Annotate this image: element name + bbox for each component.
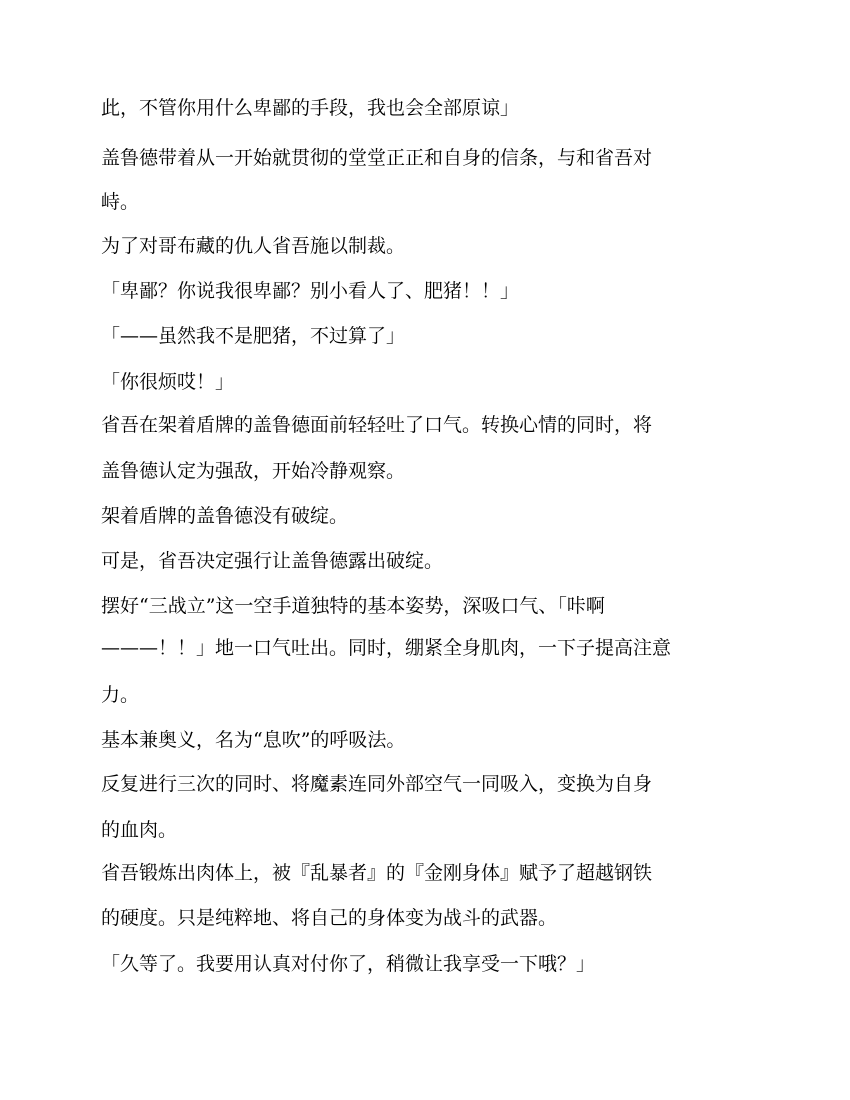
text-line-13: ———！！」地一口气吐出。同时，绷紧全身肌肉，一下子提高注意 bbox=[101, 637, 672, 659]
text-line-18: 省吾锻炼出肉体上，被『乱暴者』的『金刚身体』赋予了超越钢铁 bbox=[101, 862, 653, 884]
text-line-9: 盖鲁德认定为强敌，开始冷静观察。 bbox=[101, 460, 406, 482]
text-line-19: 的硬度。只是纯粹地、将自己的身体变为战斗的武器。 bbox=[101, 907, 558, 929]
text-line-17: 的血肉。 bbox=[101, 819, 178, 841]
text-line-16: 反复进行三次的同时、将魔素连同外部空气一同吸入，变换为自身 bbox=[101, 773, 653, 795]
text-line-10: 架着盾牌的盖鲁德没有破绽。 bbox=[101, 505, 349, 527]
text-line-1: 此，不管你用什么卑鄙的手段，我也会全部原谅」 bbox=[101, 97, 520, 119]
text-line-3: 峙。 bbox=[101, 191, 140, 213]
text-line-6: 「——虽然我不是肥猪，不过算了」 bbox=[101, 325, 406, 347]
text-line-20: 「久等了。我要用认真对付你了，稍微让我享受一下哦？」 bbox=[101, 953, 596, 975]
text-line-4: 为了对哥布藏的仇人省吾施以制裁。 bbox=[101, 235, 406, 257]
text-line-15: 基本兼奥义，名为“息吹”的呼吸法。 bbox=[101, 729, 406, 751]
text-line-8: 省吾在架着盾牌的盖鲁德面前轻轻吐了口气。转换心情的同时，将 bbox=[101, 414, 653, 436]
text-line-11: 可是，省吾决定强行让盖鲁德露出破绽。 bbox=[101, 550, 444, 572]
text-line-12: 摆好“三战立”这一空手道独特的基本姿势，深吸口气、「咔啊 bbox=[101, 595, 605, 617]
text-line-2: 盖鲁德带着从一开始就贯彻的堂堂正正和自身的信条，与和省吾对 bbox=[101, 147, 653, 169]
text-line-5: 「卑鄙？你说我很卑鄙？别小看人了、肥猪！！」 bbox=[101, 280, 520, 302]
text-line-7: 「你很烦哎！」 bbox=[101, 371, 235, 393]
text-line-14: 力。 bbox=[101, 684, 140, 706]
